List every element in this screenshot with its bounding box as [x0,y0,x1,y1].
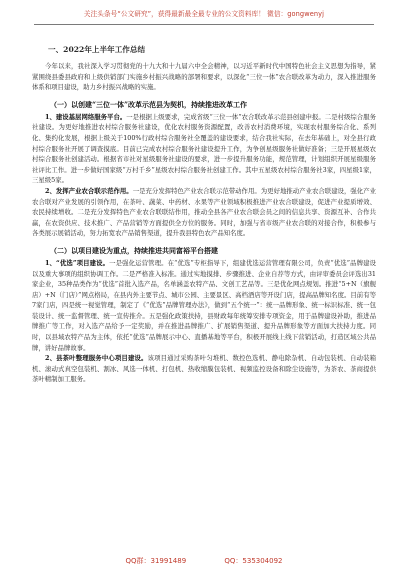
paragraph-lead: 1、建设基层网络服务平台。 [45,112,127,121]
body-paragraph [32,258,376,353]
footer-qq-group: QQ群：31991489 [125,557,187,565]
paragraph-lead: 2、县茶叶整理服务中心项目建设。 [45,354,148,363]
subsection-heading: （二）以项目建设为重点，持续推进共同富裕平台搭建 [50,245,218,255]
section-heading: 一、2022年上半年工作总结 [48,45,146,54]
paragraph-text: 该项目通过采购茶叶匀堆机、数控色选机、静电除杂机、自动包装机、自动装箱机、滚动式真空包装机、割冰、风选一体机、打包机、热收缩膜包装机、视频监控设备和除尘设施等，为茶农、茶商提供茶叶精制加工服务。 [32,354,377,384]
header-divider [34,24,374,25]
body-paragraph [32,353,376,385]
document-body [32,44,376,385]
paragraph-lead: 2、发挥产业农合联示范作用。 [45,186,133,195]
body-paragraph [32,61,376,93]
paragraph-text: 一是充分发挥特色产业农合联示范带动作用。为更好地推动产业农合联建设，强化产业农合联对产业发展的引领作用，在茶叶、蔬菜、中药材、水果等产业领域积极推进产业农合联建设，促进产业提质增效、农民持续增收。二是充分发挥特色产业农合联联结作用，推动全县各产业农合联会员之间的信息共享、资源互补、合作共赢，在农资供应、技术推广、产品营销等方面提供全方位的服务。同时，加强与省市级产业农合联的对接合作，积极参与各类展示展销活动，努力拓宽农产品销售渠道，提升我县特色农产品知名度。 [32,186,376,238]
body-paragraph [32,186,376,239]
paragraph-lead: 1、“优选”项目建设。 [45,258,110,267]
body-paragraph [32,112,376,186]
top-banner: 关注头条号“公文研究”，获得最新最全最专业的公文资料库！ 微信：gongwenyj [83,10,325,18]
paragraph-list [32,61,376,385]
paragraph-text: 一是根据上级要求，完成省级“三位一体”农合联改革示范县创建申报。二是村级综合服务社建设。为更好地推进农村综合服务社建设，优化农村服务资源配置，改善农村消费环境，实现农村服务综合化、系列化、集约化发展，根据上级关于100%行政村综合服务社全覆盖的建设要求，结合我社实际，在去年基础上，对全县行政村综合服务社开展了调查摸底。目前已完成农村综合服务社建设提升工作，为争创星级服务社做好准备；三是开展星级农村综合服务社创建活动。根据省市社对星级服务社建设的要求，进一步提升服务功能，规范管理，计划组织开展星级服务社评比工作。进一步做好国家级“万村千乡”星级农村综合服务社创建工作。其中五星级农村综合服务社3家，四星级1家，三星级5家。 [32,112,376,185]
paragraph-text: 一是强化运营管理。在“优选”专柜指导下，组建优选运营管理有限公司，负责“优选”品牌建设以及重大事项的组织协调工作。二是严格准入标准。通过实地摸排、步骤推进、企业自荐等方式，由评审委员会评选出31家企业，35种品类作为“优选”首批入选产品，名单涵盖农特产品、文创工艺品等。三是优化网点规划。推进“5+N（旗舰店）+N（门店）”网点格局，在县内外主要节点、城市公园、主要景区、高档酒店等开设门店，提高品牌知名度。目前有等7家门店，四是统一视觉管理，制定了《“优选”品牌管理办法》，做到“五个统一”：统一品牌形象、统一标识标准、统一包装设计、统一监督管理、统一宣传推介。五是强化政策扶持，县财政每年统筹安排专项资金，用于品牌建设补助，推进品牌推广等工作，对入选产品给予一定奖励，并在推进品牌推广、扩展销售渠道、提升品牌形象等方面加大扶持力度。同时，以县域农特产品为主体，依托“优选”品牌展示中心、直播基地等平台，积极开展线上线下营销活动，打造区域公共品牌，讲好品牌故事。 [32,258,376,352]
subsection-heading: （一）以创建“三位一体”改革示范县为契机，持续推进改革工作 [50,99,248,109]
paragraph-text: 今年以来，我社深入学习贯彻党的十九大和十九届六中全会精神，以习近平新时代中国特色社会主义思想为指导，紧紧围绕县委县政府和上级供销部门实施乡村振兴战略的部署和要求，以深化“三位一体”农合联改革为动力，深入推进服务体系和项目建设，助力乡村振兴战略的实施。 [32,62,376,92]
footer [0,556,408,566]
footer-qq: QQ：535304092 [224,557,283,565]
